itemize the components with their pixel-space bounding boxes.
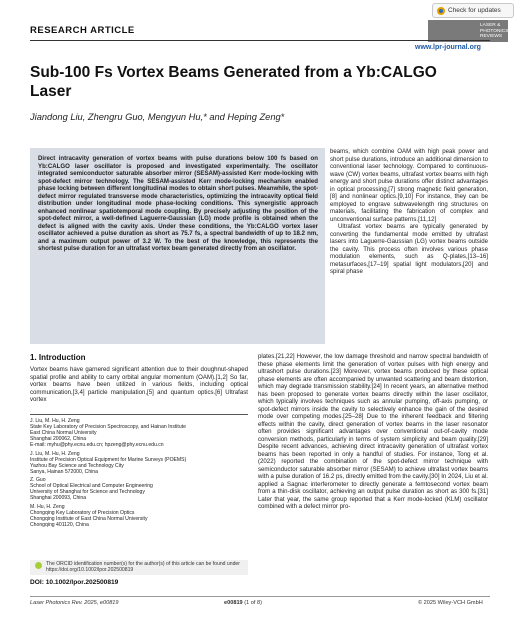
affiliation-entry: M. Hu, H. Zeng Chongqing Key Laboratory of Precision Optics Chongqing Institute of East China Normal University Chongqing 401120, China (30, 503, 148, 528)
article-title: Sub-100 Fs Vortex Beams Generated from a Yb:CALGO Laser (30, 64, 437, 100)
footer-page-number (224, 600, 262, 606)
journal-url-link[interactable]: www.lpr-journal.org (415, 44, 481, 51)
header-divider (30, 40, 490, 41)
abstract-text: Direct intracavity generation of vortex beams with pulse durations below 100 fs based on Yb:CALGO laser oscillator is proposed and investigated experimentally. The oscillator integrated semiconductor saturable absorber mirror (SESAM)-assisted Kerr mode-locking with spot-defect mirror technology. The SESAM-assisted Kerr mode-locking mechanism enabled phase locking between different longitudinal modes to obtain short pulses. Meanwhile, the spot-defect mirror regulated transverse mode characteristics, optimizing the intracavity optical field distribution under longitudinal mode phase-locking conditions. This synergistic approach enhanced nonlinear spatiotemporal mode coupling. By precisely adjusting the position of the spot-defect mirror, a well-defined Laguerre-Gaussian (LG) mode profile is obtained when the defect is aligned with the cavity axis. Under these conditions, the Yb:CALGO vortex laser oscillator achieved a pulse duration as short as 75.7 fs, a spectral bandwidth of up to 18.2 nm, and a maximum output power of 3.2 W. To the best of the knowledge, this represents the shortest pulse duration for an ultrafast vortex beam generated directly from an oscillator. (38, 155, 318, 252)
orcid-icon (35, 562, 42, 569)
affiliations-block (30, 418, 248, 530)
author-list: Jiandong Liu, Zhengru Guo, Mengyun Hu,* and Heping Zeng* (30, 112, 285, 122)
crossmark-icon (437, 7, 445, 15)
paragraph: Ultrafast vortex beams are typically generated by converting the fundamental mode emitted by ultrafast lasers into Laguerre-Gaussian (LG) vortex beams outside the cavity. This process often involves various phase modulation elements, such as Q-plates,[13–16] metasurfaces,[17–19] spatial light modulators,[20] and spiral phase (330, 223, 488, 275)
doi-label[interactable]: DOI: 10.1002/lpor.202500819 (30, 579, 119, 586)
affiliation-entry: Z. Guo School of Optical Electrical and Computer Engineering University of Shanghai for Science and Technology Shanghai 200093, China (30, 477, 153, 501)
page-id: e00819 (224, 600, 243, 606)
orcid-note[interactable]: The ORCID identification number(s) for the author(s) of this article can be found under https://doi.org/10.1002/lpor.202500819 (46, 561, 240, 573)
right-column-top (330, 148, 488, 276)
affiliation-divider (30, 414, 248, 415)
article-type-label: RESEARCH ARTICLE (30, 25, 135, 36)
footer-journal: Laser Photonics Rev. 2025, e00819 (30, 600, 119, 606)
check-updates-label: Check for updates (448, 7, 501, 14)
introduction-paragraph: Vortex beams have garnered significant attention due to their doughnut-shaped spatial profile and ability to carry orbital angular momentum (OAM).[1,2] So far, vortex beams have been utilized in various fields, including optical communication,[3,4] particle manipulation,[5] and quantum optics.[6] Ultrafast vortex (30, 366, 248, 403)
footer-divider (30, 596, 490, 597)
page-of: (1 of 8) (244, 600, 262, 606)
section-heading-introduction: 1. Introduction (30, 353, 86, 362)
affiliation-entry: J. Liu, M. Hu, H. Zeng State Key Laboratory of Precision Spectroscopy, and Hainan Institute East China Normal University Shanghai 200062, China E-mail: myhu@phy.ecnu.edu.cn; hpzeng@phy.ecnu.edu.cn (30, 418, 186, 448)
journal-logo: LASER & PHOTONICS REVIEWS (428, 20, 508, 42)
right-column-bottom: plates.[21,22] However, the low damage threshold and narrow spectral bandwidth of these phase elements limit the generation of vortex pulses with high energy and ultrashort pulse durations.[23] Moreover, vortex beams produced by these optical phase elements are often accompanied by unwanted scattering and beam distortion, which may degrade transmission stability.[24] In recent years, an alternative method has been proposed to generate vortex beams directly within the laser oscillator, which typically involves techniques such as annular pumping, off-axis pumping, or spot-defect mirrors inside the cavity to selectively enhance the gain of the desired mode over competing modes.[25–28] Due to the inherent feedback and filtering effects within the cavity, direct generation of vortex beams in the laser resonator often provides significant advantages over conventional out-of-cavity mode conversion methods, particularly in terms of system simplicity and beam quality.[29] Despite recent advances, achieving direct intracavity generation of ultrafast vortex beams has been reported in only a handful of studies. For instance, Tong et al. (2022) reported the combination of the spot-defect mirror technique with semiconductor saturable absorber mirror (SESAM) to achieve ultrafast vortex beams with a pulse duration of 16.2 ps, directly emitted from the cavity.[30] In 2024, Liu et al. applied a Sagnac interferometer to directly generate a femtosecond vortex beam from a thin-disk oscillator, achieving an output pulse duration as short as 300 fs.[31] Later that year, the same group reported that a Kerr mode-locked (KLM) oscillator combined with a defect mirror pro- (258, 353, 488, 510)
footer-copyright: © 2025 Wiley-VCH GmbH (418, 600, 483, 606)
paragraph: beams, which combine OAM with high peak power and short pulse durations, introduce an additional dimension to conventional laser technology. Compared to continuous-wave (CW) vortex beams, ultrafast vortex beams with high energy and short pulse durations offer distinct advantages in optical processing,[7] strong magnetic field generation,[8] and nonlinear optics.[9,10] For instance, they can be employed to engrave subwavelength ring structures on materials, facilitating the fabrication of complex and unconventional surface patterns.[11,12] (330, 148, 488, 223)
check-for-updates-button[interactable] (432, 3, 514, 18)
affiliation-entry: J. Liu, M. Hu, H. Zeng Institute of Precision Optical Equipment for Marine Surveys (POEMS) Yazhou Bay Science and Technology City Sanya, Hainan 572000, China (30, 450, 187, 475)
